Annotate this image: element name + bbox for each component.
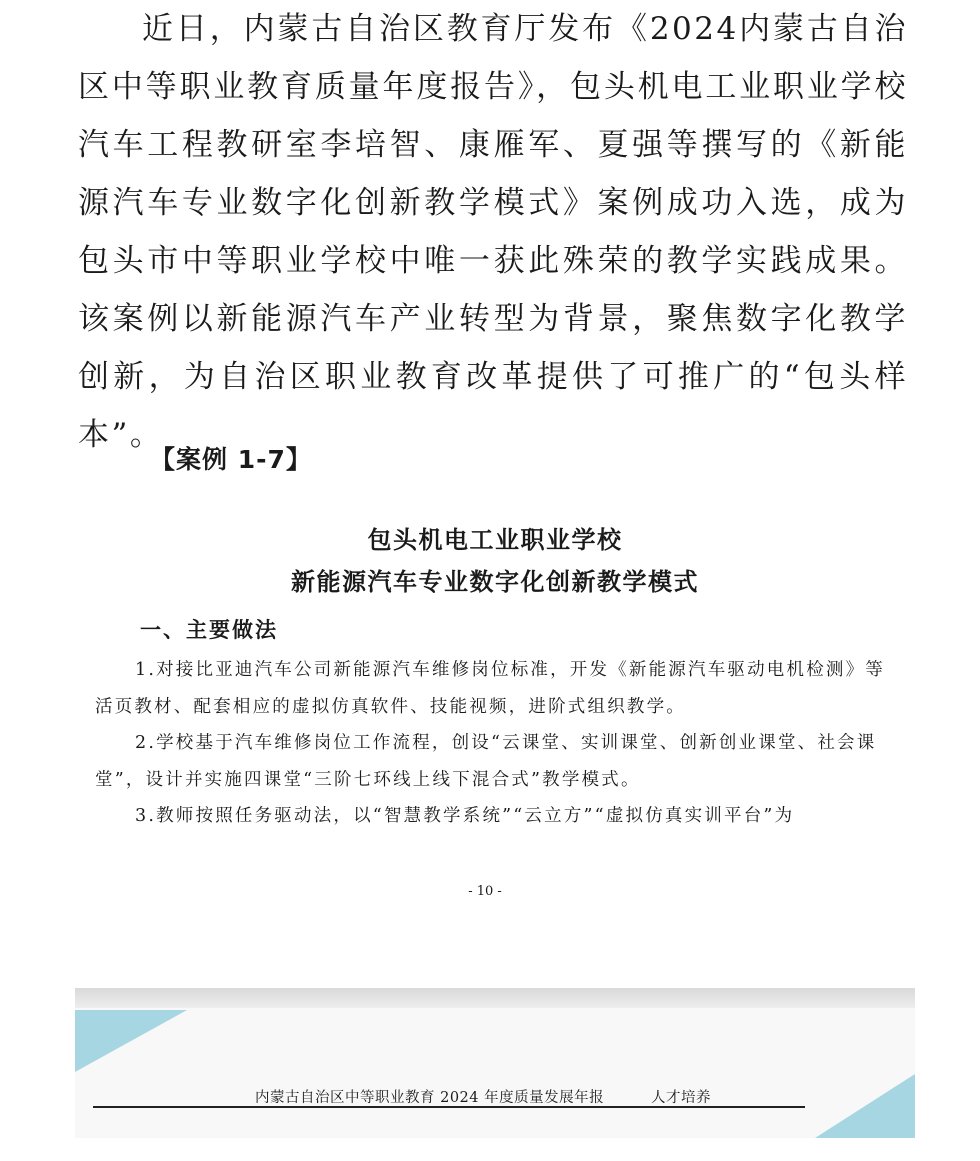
report-title-school: 包头机电工业职业学校 xyxy=(367,526,623,554)
practice-item-3: 3.教师按照任务驱动法，以“智慧教学系统”“云立方”“虚拟仿真实训平台”为 xyxy=(135,806,795,826)
footer-section-name: 人才培养 xyxy=(651,1090,711,1106)
page-number: - 10 - xyxy=(468,884,502,899)
intro-paragraph: 近日，内蒙古自治区教育厅发布《2024内蒙古自治区中等职业教育质量年度报告》，包头机电工业职业学校汽车工程教研室李培智、康雁军、夏强等撰写的《新能源汽车专业数字化创新教学模式》案例成功入选，成为包头市中等职业学校中唯一获此殊荣的教学实践成果。该案例以新能源汽车产业转型为背景，聚焦数字化教学创新，为自治区职业教育改革提供了可推广的“包头样本”。 xyxy=(78,11,908,453)
practice-list xyxy=(95,652,885,835)
section-heading: 一、主要做法 xyxy=(140,618,278,642)
practice-item-2: 2.学校基于汽车维修岗位工作流程，创设“云课堂、实训课堂、创新创业课堂、社会课堂”，设计并实施四课堂“三阶七环线上线下混合式”教学模式。 xyxy=(95,733,877,790)
decorative-triangle-right xyxy=(815,1074,915,1138)
next-page-header xyxy=(75,988,915,1138)
practice-item-1: 1.对接比亚迪汽车公司新能源汽车维修岗位标准，开发《新能源汽车驱动电机检测》等活页教材、配套相应的虚拟仿真软件、技能视频，进阶式组织教学。 xyxy=(95,660,885,717)
case-label: 【案例 1-7】 xyxy=(150,445,312,474)
intro-text-block xyxy=(78,0,908,464)
footer-divider xyxy=(93,1106,805,1108)
report-title-mode: 新能源汽车专业数字化创新教学模式 xyxy=(291,568,699,596)
page-break-bar xyxy=(75,988,915,1008)
footer-report-title: 内蒙古自治区中等职业教育 2024 年度质量发展年报 xyxy=(255,1090,605,1106)
decorative-triangle-left xyxy=(75,1010,187,1072)
